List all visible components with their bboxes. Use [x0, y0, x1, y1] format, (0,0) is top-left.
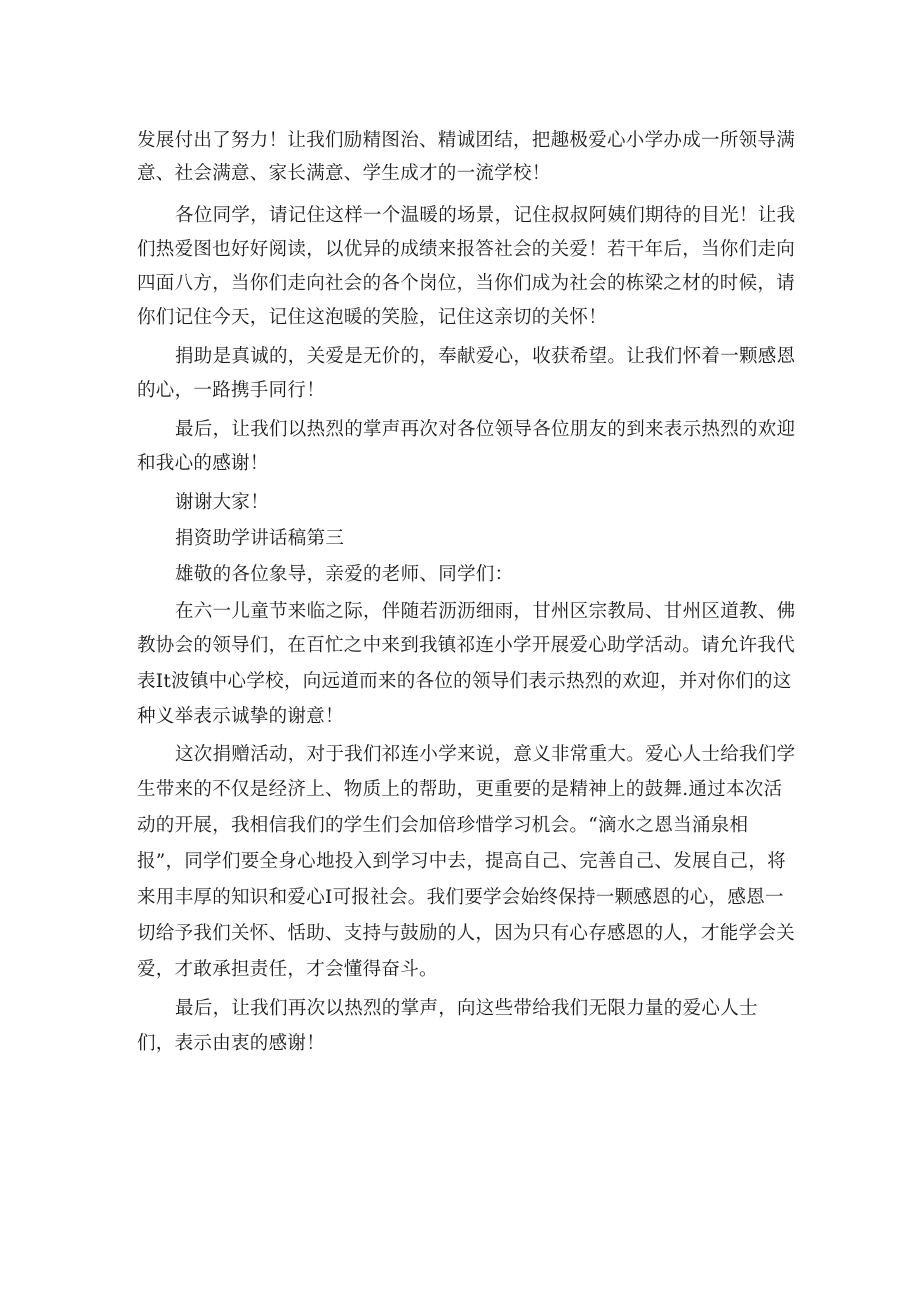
text-line: 雄敬的各位象导，亲爱的老师、同学们： [175, 564, 514, 585]
text-line: 们热爱图也好好阅读，以优异的成绩来报答社会的关爱！若干年后，当你们走向 [137, 239, 796, 260]
text-line: 四面八方，当你们走向社会的各个岗位，当你们成为社会的栋梁之材的时候，请 [137, 273, 796, 294]
text-line: 生带来的不仅是经济上、物质上的帮助，更重要的是精神上的鼓舞.通过本次活 [137, 779, 783, 800]
text-line: 教协会的领导们，在百忙之中来到我镇祁连小学开展爱心助学活动。请允许我代 [137, 635, 796, 656]
text-line: 来用丰厚的知识和爱心I可报社会。我们要学会始终保持一颗感恩的心，感恩一 [137, 887, 784, 908]
text-line: 捐助是真诚的，关爱是无价的，奉献爱心，收获希望。让我们怀着一颗感恩 [175, 346, 796, 367]
text-line: 这次捐赠活动，对于我们祁连小学来说，意义非常重大。爱心人士给我们学 [175, 744, 796, 765]
text-line: 种义举表示诚挚的谢意！ [137, 706, 344, 727]
text-line: 爱，才敢承担责任，才会懂得奋斗。 [137, 959, 438, 980]
text-line: 在六一儿童节来临之际，伴随若沥沥细雨，甘州区宗教局、甘州区道教、佛 [175, 601, 796, 622]
text-line: 意、社会满意、家长满意、学生成才的一流学校！ [137, 163, 551, 184]
text-line: 们，表示由衷的感谢！ [137, 1033, 326, 1054]
text-line: 各位同学，请记住这样一个温暖的场景，记住叔叔阿姨们期待的目光！让我 [175, 205, 796, 226]
text-line: 最后，让我们再次以热烈的掌声，向这些带给我们无限力量的爱心人士 [175, 998, 758, 1019]
text-line: 报”，同学们要全身心地投入到学习中去，提高自己、完善自己、发展自己，将 [137, 851, 786, 872]
text-line: 表It波镇中心学校，向远道而来的各位的领导们表示热烈的欢迎，并对你们的这 [137, 671, 792, 692]
text-line: 发展付出了努力！让我们励精图治、精诚团结，把趣极爱心小学办成一所领导满 [137, 130, 796, 151]
text-line: 捐资助学讲话稿第三 [175, 528, 345, 549]
text-line: 的心，一路携手同行！ [137, 380, 326, 401]
text-line: 切给予我们关怀、恬助、支持与鼓励的人，因为只有心存感恩的人，才能学会关 [137, 923, 796, 944]
text-line: 最后，让我们以热烈的掌声再次对各位领导各位朋友的到来表示热烈的欢迎 [175, 419, 796, 440]
text-line: 你们记住今天，记住这泡暖的笑脸，记住这亲切的关怀！ [137, 307, 608, 328]
text-line: 动的开展，我相信我们的学生们会加倍珍惜学习机会。“滴水之恩当涌泉相 [137, 815, 749, 836]
text-line: 谢谢大家！ [175, 492, 270, 513]
text-line: 和我心的感谢！ [137, 453, 269, 474]
